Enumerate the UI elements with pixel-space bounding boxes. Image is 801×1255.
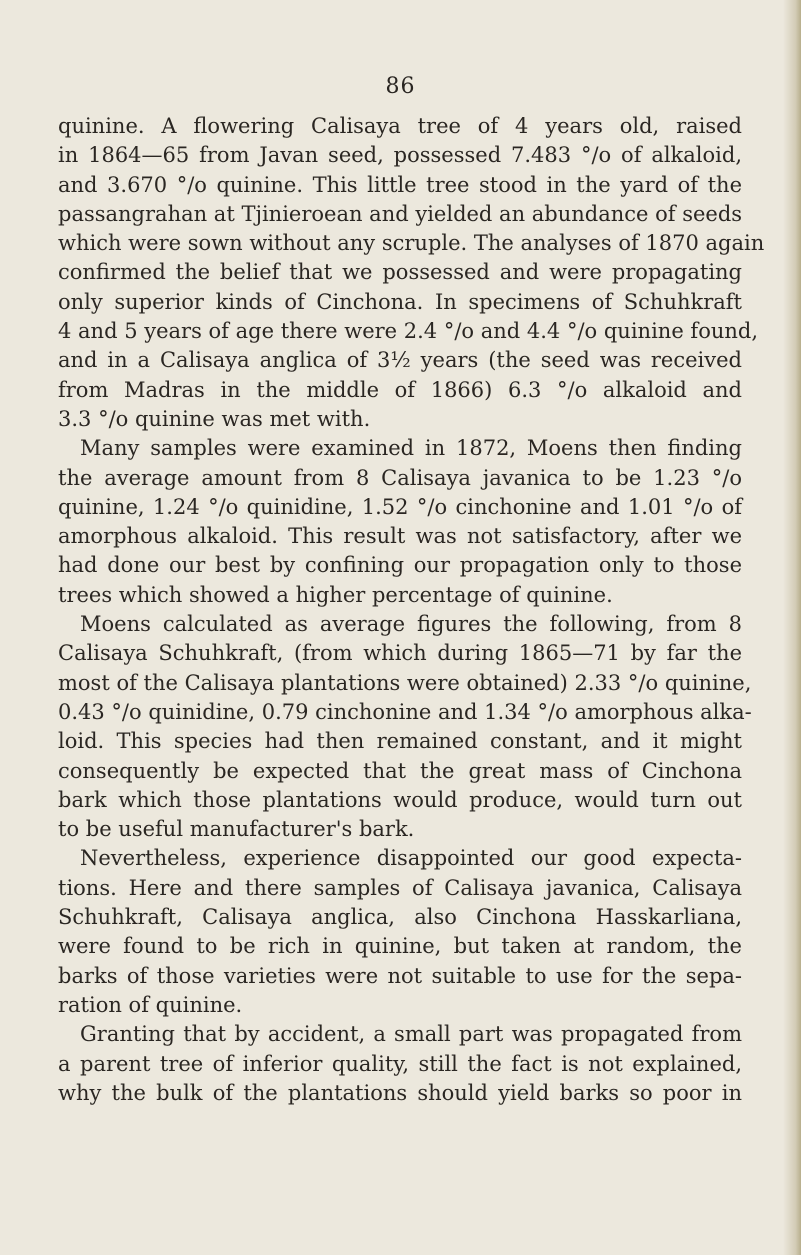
text-line: had done our best by confining our propagation only to those [58, 553, 742, 578]
text-line: Granting that by accident, a small part was propagated from [80, 1022, 742, 1047]
text-line: which were sown without any scruple. The analyses of 1870 again [58, 231, 765, 256]
text-line: from Madras in the middle of 1866) 6.3 °/o alkaloid and [58, 377, 742, 402]
text-line: barks of those varieties were not suitable to use for the sepa- [58, 963, 742, 988]
body-text [58, 112, 765, 1108]
text-line: bark which those plantations would produce, would turn out [58, 787, 742, 812]
text-line: Calisaya Schuhkraft, (from which during 1865—71 by far the [58, 641, 742, 666]
page-number: 86 [385, 74, 416, 99]
text-line: Nevertheless, experience disappointed our good expecta- [80, 846, 742, 871]
text-line: amorphous alkaloid. This result was not satisfactory, after we [58, 524, 742, 549]
text-line: 0.43 °/o quinidine, 0.79 cinchonine and 1.34 °/o amorphous alka- [58, 699, 752, 724]
text-line: why the bulk of the plantations should yield barks so poor in [58, 1080, 742, 1105]
text-line: 3.3 °/o quinine was met with. [58, 406, 371, 431]
text-line: tions. Here and there samples of Calisaya javanica, Calisaya [58, 875, 742, 900]
text-line: Many samples were examined in 1872, Moens then finding [80, 436, 742, 461]
text-line: consequently be expected that the great mass of Cinchona [58, 758, 742, 783]
text-line: trees which showed a higher percentage of quinine. [58, 582, 613, 607]
text-line: most of the Calisaya plantations were obtained) 2.33 °/o quinine, [58, 670, 752, 695]
text-line: Moens calculated as average figures the following, from 8 [80, 612, 742, 637]
text-line: and in a Calisaya anglica of 3½ years (the seed was received [58, 348, 742, 373]
text-line: quinine, 1.24 °/o quinidine, 1.52 °/o cinchonine and 1.01 °/o of [58, 494, 742, 519]
text-line: a parent tree of inferior quality, still the fact is not explained, [58, 1051, 742, 1076]
text-line: only superior kinds of Cinchona. In specimens of Schuhkraft [58, 289, 742, 314]
text-line: loid. This species had then remained constant, and it might [58, 729, 742, 754]
text-line: confirmed the belief that we possessed and were propagating [58, 260, 742, 285]
text-line: quinine. A flowering Calisaya tree of 4 years old, raised [58, 114, 742, 138]
text-line: the average amount from 8 Calisaya javanica to be 1.23 °/o [58, 465, 742, 490]
text-line: Schuhkraft, Calisaya anglica, also Cinchona Hasskarliana, [58, 905, 742, 930]
text-line: to be useful manufacturer's bark. [58, 817, 415, 842]
text-line: in 1864—65 from Javan seed, possessed 7.483 °/o of alkaloid, [58, 143, 742, 168]
text-line: passangrahan at Tjinieroean and yielded an abundance of seeds [58, 201, 743, 226]
text-line: 4 and 5 years of age there were 2.4 °/o and 4.4 °/o quinine found, [58, 319, 759, 344]
text-line: were found to be rich in quinine, but taken at random, the [58, 934, 742, 959]
text-line: ration of quinine. [58, 992, 243, 1017]
page-edge-shadow [783, 0, 801, 1255]
text-line: and 3.670 °/o quinine. This little tree stood in the yard of the [58, 172, 742, 197]
